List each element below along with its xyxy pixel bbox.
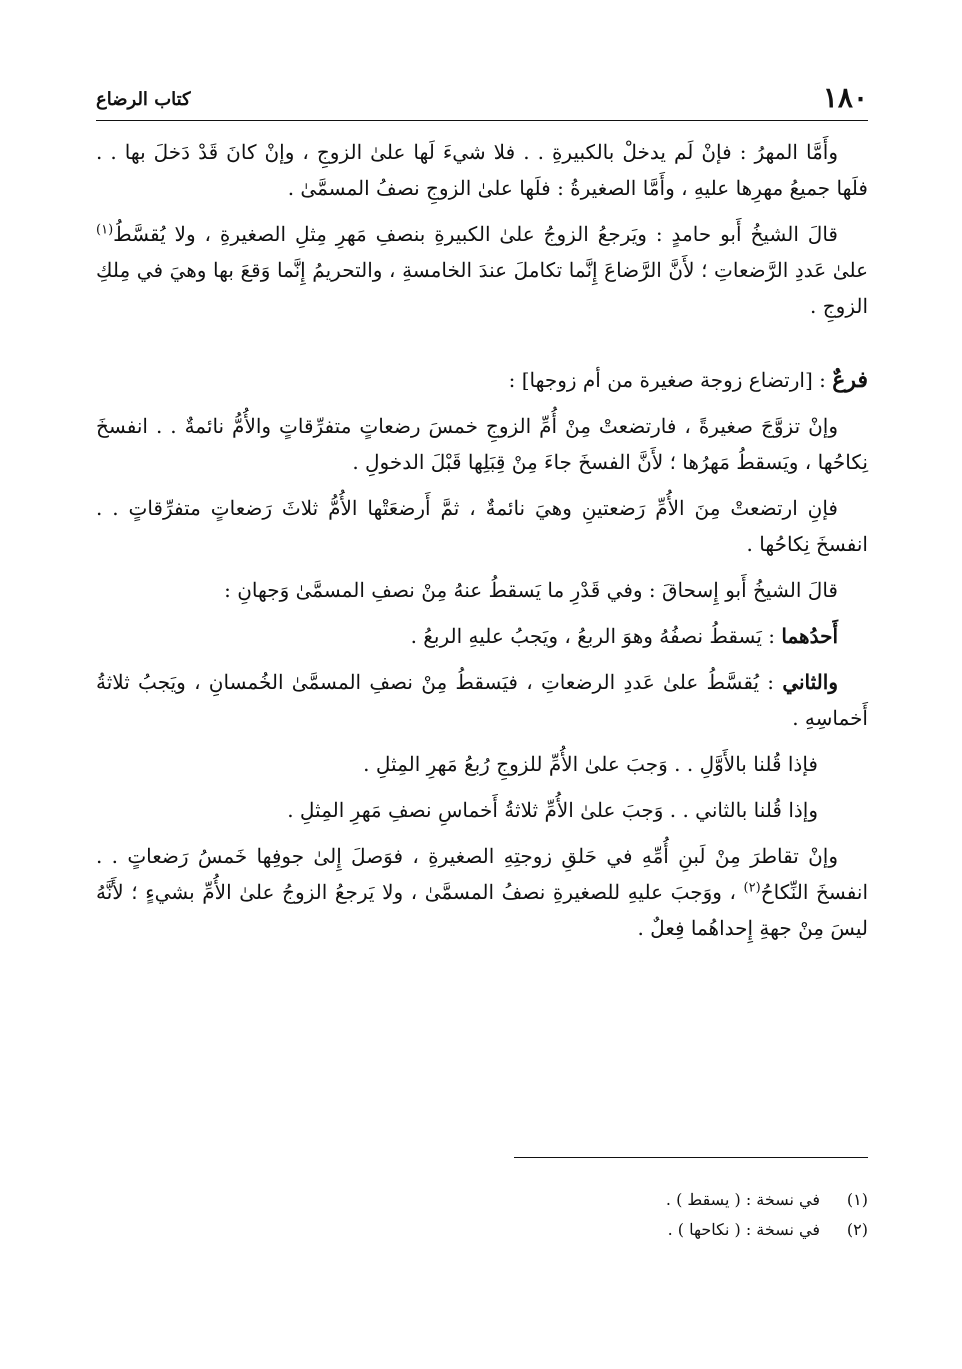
paragraph-first-view: [96, 618, 868, 654]
section-heading-title: : [ارتضاع زوجة صغيرة من أم زوجها] :: [508, 368, 833, 392]
section-heading-lead: فرعٌ: [832, 367, 868, 393]
footnotes: [96, 1185, 868, 1245]
paragraph-text: : يُقسَّطُ علىٰ عَددِ الرضعاتِ ، فيَسقطُ مِنْ نصفِ المسمَّىٰ الخُمسانِ ، ويَجبُ ثلاثةُ أَخماسِهِ .: [96, 670, 868, 730]
paragraph-text: قالَ الشيخُ أَبو حامدٍ : ويَرجعُ الزوجُ علىٰ الكبيرةِ بنصفِ مَهرِ مِثلِ الصغيرةِ ، ولا يُقسَّطُ: [113, 222, 838, 246]
paragraph-marriage: وإنْ تزوَّجَ صغيرةً ، فارتضعتْ مِنْ أُمِّ الزوجِ خمسَ رضعاتٍ متفرِّقاتٍ والأُمُّ نائمةٌ . . انفسخَ نِكاحُها ، ويَسقطُ مَهرُها ؛ لأَنَّ الفسخَ جاءَ مِنْ قِبَلِها قَبْلَ الدخولِ .: [96, 414, 868, 474]
footnote-number: (٢): [846, 1220, 868, 1239]
paragraph-text: : يَسقطُ نصفُهُ وهوَ الربعُ ، ويَجبُ عليهِ الربعُ .: [410, 624, 782, 648]
paragraph-text: وإنْ تقاطرَ مِنْ لَبنِ أُمِّهِ في حَلقِ زوجتِهِ الصغيرةِ ، فوَصلَ إِلىٰ جوفِها خَمسُ رَضعاتٍ . . انفسخَ النِّكاحُ: [96, 844, 869, 904]
running-title: كتاب الرضاع: [96, 89, 191, 110]
paragraph-first-ruling: فإذا قُلنا بالأَوَّلِ . . وَجبَ علىٰ الأُمِّ للزوجِ رُبعُ مَهرِ المِثلِ .: [363, 752, 818, 776]
paragraph-abu-hamid: [96, 216, 868, 324]
footnote-divider: [514, 1157, 868, 1158]
paragraph-text: ، ووَجبَ عليهِ للصغيرةِ نصفُ المسمَّىٰ ، ولا يَرجعُ الزوجُ علىٰ الأُمِّ بشيءٍ ؛ لأَنَّهُ ليسَ مِنْ جهةِ إِحداهُما فِعلٌ .: [96, 880, 868, 940]
footnote-marker-2[interactable]: (٢): [743, 880, 761, 896]
body-text: [96, 134, 868, 956]
first-view-lead: أَحدُهما: [781, 624, 838, 648]
paragraph-abu-ishaq: قالَ الشيخُ أَبو إِسحاقَ : وفي قَدْرِ ما يَسقطُ عنهُ مِنْ نصفِ المسمَّىٰ وَجهانِ :: [224, 578, 838, 602]
paragraph-dripping-milk: [96, 838, 868, 946]
footnote-marker-1[interactable]: (١): [96, 222, 114, 238]
second-view-lead: والثاني: [782, 670, 838, 694]
page-header: [96, 80, 868, 121]
footnote-text: في نسخة : ( نكاحها ) .: [667, 1220, 820, 1239]
paragraph-text: علىٰ عَددِ الرَّضعاتِ ؛ لأَنَّ الرَّضاعَ إِنَّما تكاملَ عندَ الخامسةِ ، والتحريمُ إِنَّما وَقعَ بها وهيَ في مِلكِ الزوجِ .: [96, 258, 868, 318]
section-heading: [96, 362, 868, 398]
page-number: ١٨٠: [822, 81, 868, 114]
footnote-number: (١): [846, 1190, 868, 1209]
paragraph-dowry: وأَمَّا المهرُ : فإنْ لَم يدخلْ بالكبيرةِ . . فلا شيءَ لَها علىٰ الزوجِ ، وإنْ كانَ قَدْ دَخلَ بها . . فلَها جميعُ مهرِها عليهِ ، وأَمَّا الصغيرةُ : فلَها علىٰ الزوجِ نصفُ المسمَّىٰ .: [96, 140, 868, 200]
footnote-text: في نسخة : ( يسقط ) .: [665, 1190, 820, 1209]
footnote-2: [96, 1215, 868, 1245]
footnote-1: [96, 1185, 868, 1215]
paragraph-second-ruling: وإذا قُلنا بالثاني . . وَجبَ علىٰ الأُمِّ ثلاثةُ أَخماسِ نصفِ مَهرِ المِثلِ .: [287, 798, 818, 822]
paragraph-second-view: [96, 664, 868, 736]
paragraph-two-feedings: فإنِ ارتضعتْ مِنَ الأُمِّ رَضعتينِ وهيَ نائمةٌ ، ثمَّ أَرضعَتْها الأُمُّ ثلاثَ رَضعاتٍ متفرِّقاتٍ . . انفسخَ نِكاحُها .: [96, 496, 868, 556]
